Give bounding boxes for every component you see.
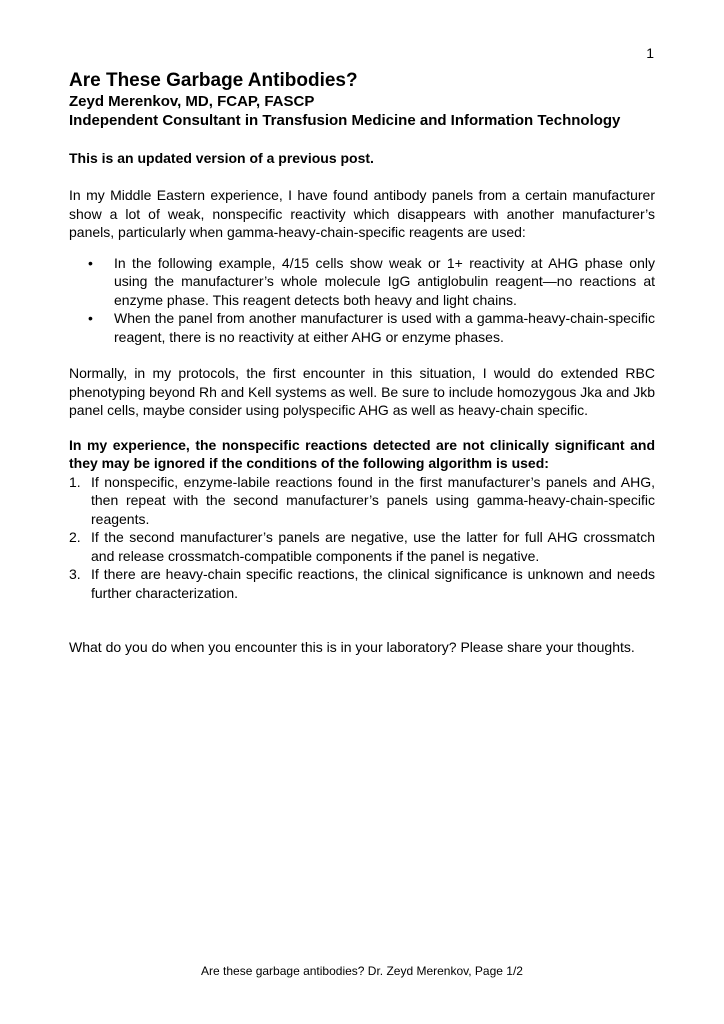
algorithm-list (69, 473, 655, 603)
step-text: If nonspecific, enzyme-labile reactions found in the first manufacturer’s panels and AHG, then repeat with the second manufacturer’s panels using gamma-heavy-chain-specific reagents. (91, 473, 655, 527)
bullet-text: In the following example, 4/15 cells show weak or 1+ reactivity at AHG phase only using the manufacturer’s whole molecule IgG antiglobulin reagent—no reactions at enzyme phase. This reagent detects both heavy and light chains. (114, 254, 655, 308)
page-number: 1 (646, 45, 654, 61)
bullet-icon: • (88, 310, 93, 326)
page-footer: Are these garbage antibodies? Dr. Zeyd Merenkov, Page 1/2 (201, 964, 523, 978)
update-note: This is an updated version of a previous post. (69, 150, 374, 166)
document-body (69, 70, 655, 657)
step-number: 2. (69, 529, 81, 545)
step-text: If there are heavy-chain specific reactions, the clinical significance is unknown and needs further characterization. (91, 566, 655, 601)
bullet-list (69, 254, 655, 347)
affiliation-line: Independent Consultant in Transfusion Medicine and Information Technology (69, 112, 621, 129)
intro-paragraph: In my Middle Eastern experience, I have found antibody panels from a certain manufacturer show a lot of weak, nonspecific reactivity which disappears with another manufacturer’s panels, particularly when gamma-heavy-chain-specific reagents are used: (69, 187, 655, 240)
bullet-icon: • (88, 254, 93, 271)
step-number: 1. (69, 473, 81, 490)
author-line: Zeyd Merenkov, MD, FCAP, FASCP (69, 93, 315, 110)
closing-question: What do you do when you encounter this is in your laboratory? Please share your thoughts. (69, 639, 635, 655)
bullet-text: When the panel from another manufacturer is used with a gamma-heavy-chain-specific reagent, there is no reactivity at either AHG or enzyme phases. (114, 310, 655, 345)
step-text: If the second manufacturer’s panels are negative, use the latter for full AHG crossmatch and release crossmatch-compatible components if the panel is negative. (91, 529, 655, 564)
bullet-item (88, 309, 655, 346)
algorithm-step (69, 565, 655, 602)
step-number: 3. (69, 566, 81, 582)
algorithm-step (69, 528, 655, 565)
bullet-item (88, 254, 655, 310)
algorithm-step (69, 473, 655, 529)
protocol-paragraph: Normally, in my protocols, the first encounter in this situation, I would do extended RBC phenotyping beyond Rh and Kell systems as well. Be sure to include homozygous Jka and Jkb panel cells, maybe consider using polyspecific AHG as well as heavy-chain specific. (69, 365, 656, 418)
conclusion-paragraph: In my experience, the nonspecific reactions detected are not clinically significant and they may be ignored if the conditions of the following algorithm is used: (69, 436, 655, 471)
document-title: Are These Garbage Antibodies? (69, 70, 358, 91)
